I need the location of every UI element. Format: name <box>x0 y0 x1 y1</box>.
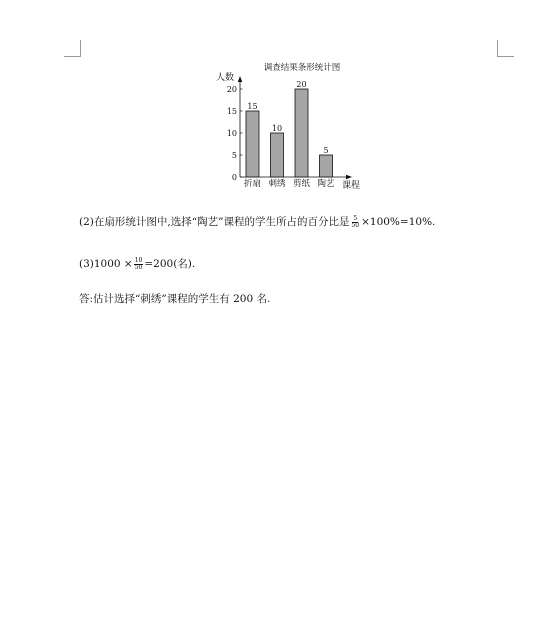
page-corner-mark-left <box>64 40 81 57</box>
x-axis-arrow <box>346 175 352 179</box>
q3-prefix: (3)1000 × <box>79 258 133 270</box>
y-tick-label: 20 <box>226 85 237 94</box>
q2-fraction <box>350 216 360 229</box>
q3-fraction-denominator: 50 <box>134 263 143 271</box>
bar <box>271 133 284 177</box>
bar-value-label: 10 <box>271 124 283 133</box>
bar-value-label: 15 <box>247 102 258 111</box>
answer-line: 答:估计选择“刺绣”课程的学生有 200 名. <box>79 293 271 305</box>
x-axis-label: 课程 <box>342 181 361 191</box>
category-label: 剪纸 <box>292 179 311 189</box>
bar-value-label: 5 <box>323 146 329 155</box>
y-tick-label: 0 <box>231 173 237 182</box>
category-label: 陶艺 <box>317 179 335 189</box>
q3-fraction <box>134 258 144 271</box>
y-tick-label: 10 <box>226 129 237 138</box>
plot-area <box>227 76 352 189</box>
q2-fraction-denominator: 50 <box>351 221 360 229</box>
y-axis-arrow <box>238 76 242 82</box>
y-tick-label: 15 <box>226 107 237 116</box>
q3-fraction-numerator: 10 <box>134 256 143 264</box>
question-2-line <box>79 215 435 229</box>
bar-value-label: 20 <box>296 80 307 89</box>
category-label: 折扇 <box>243 179 262 189</box>
q2-prefix: (2)在扇形统计图中,选择“陶艺”课程的学生所占的百分比是 <box>79 216 350 228</box>
bar <box>295 89 308 177</box>
q2-fraction-numerator: 5 <box>353 214 358 222</box>
q2-suffix: ×100%=10%. <box>361 216 436 228</box>
question-3-line <box>79 257 195 271</box>
bar <box>246 111 259 177</box>
q3-suffix: =200(名). <box>144 258 196 270</box>
y-axis-label: 人数 <box>216 73 235 83</box>
chart-title: 调查结果条形统计图 <box>263 63 341 73</box>
bar-chart <box>212 60 372 195</box>
y-tick-label: 5 <box>231 151 237 160</box>
category-label: 刺绣 <box>268 179 286 189</box>
bar <box>320 155 333 177</box>
page-corner-mark-right <box>497 40 514 57</box>
